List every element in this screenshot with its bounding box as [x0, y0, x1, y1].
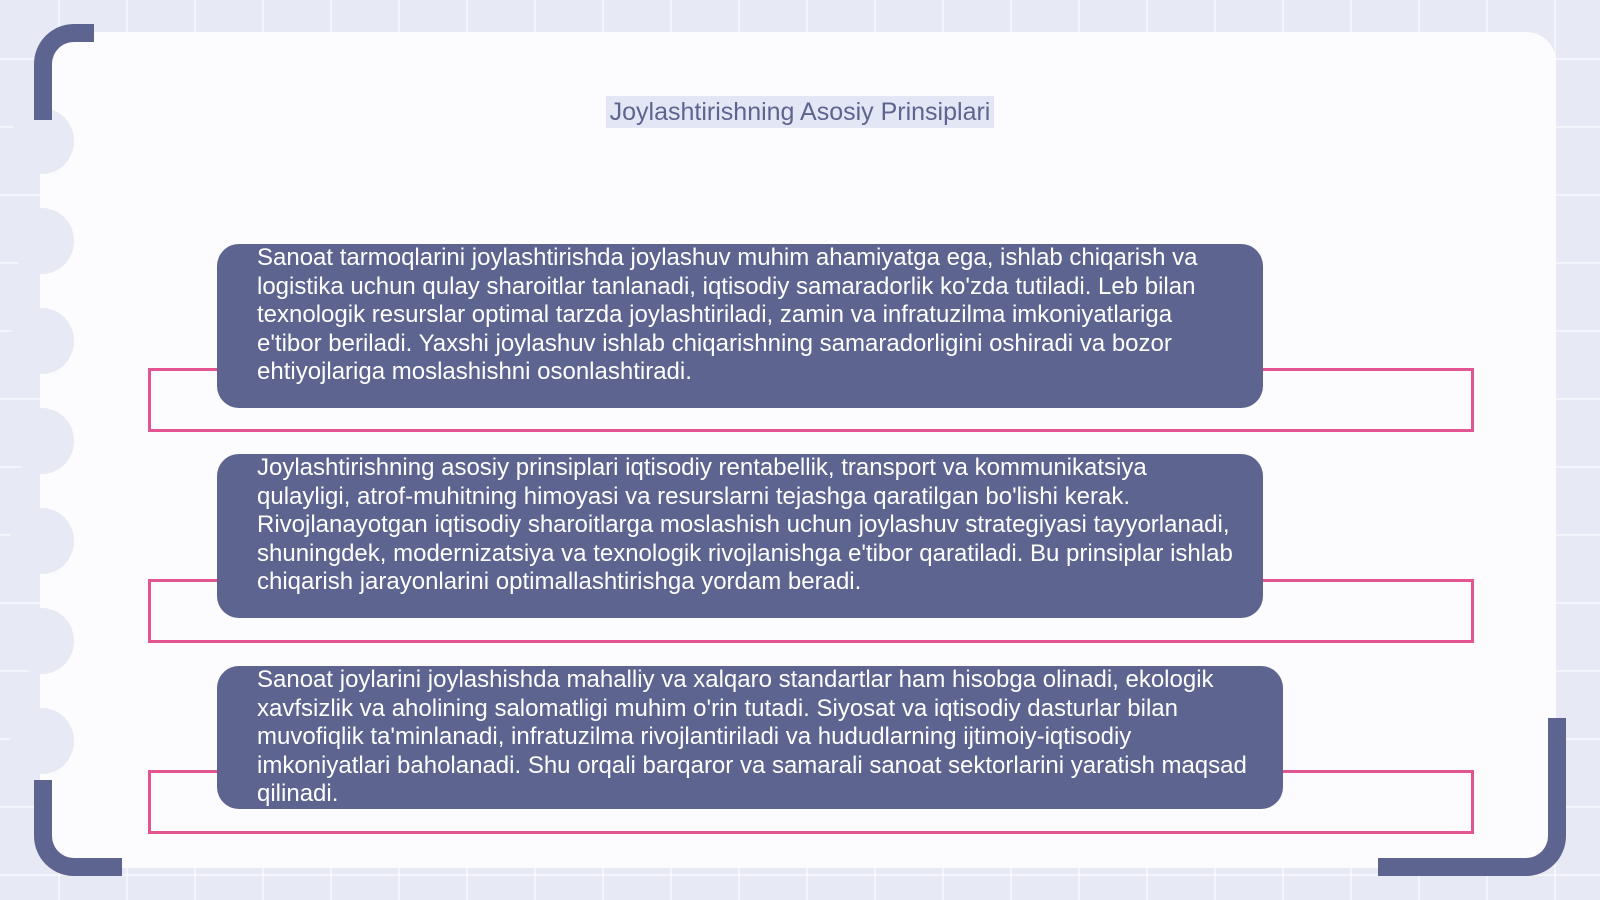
- paragraph-1: Sanoat tarmoqlarini joylashtirishda joylashuv muhim ahamiyatga ega, ishlab chiqarish va logistika uchun qulay sharoitlar tanlanadi, iqtisodiy samaradorlik ko'zda tutiladi. Leb bilan texnologik resurslar optimal tarzda joylashtiriladi, zamin va infratuzilma imkoniyatlariga e'tibor beriladi. Yaxshi joylashuv ishlab chiqarishning samaradorligini oshiradi va bozor ehtiyojlariga moslashishni osonlashtiradi.: [257, 244, 1198, 386]
- paragraph-3: Sanoat joylarini joylashishda mahalliy va xalqaro standartlar ham hisobga olinadi, ekologik xavfsizlik va aholining salomatligi muhim o'rin tutadi. Siyosat va iqtisodiy dasturlar bilan muvofiqlik ta'minlanadi, infratuzilma rivojlantiriladi va hududlarning ijtimoiy-iqtisodiy imkoniyatlari baholanadi. Shu orqali barqaror va samarali sanoat sektorlarini yaratish maqsad qilinadi.: [257, 666, 1247, 808]
- text-box-1: [217, 244, 1263, 408]
- slide-title: [0, 94, 1600, 130]
- notebook-hole: [10, 308, 74, 374]
- notebook-hole: [10, 608, 74, 674]
- text-box-3: [217, 666, 1283, 809]
- corner-bracket-bottom-left: [34, 780, 122, 876]
- text-box-2: [217, 454, 1263, 618]
- paragraph-2: Joylashtirishning asosiy prinsiplari iqtisodiy rentabellik, transport va kommunikatsiya qulayligi, atrof-muhitning himoyasi va resurslarni tejashga qaratilgan bo'lishi kerak. Rivojlanayotgan iqtisodiy sharoitlarga moslashish uchun joylashuv strategiyasi tayyorlanadi, shuningdek, modernizatsiya va texnologik rivojlanishga e'tibor qaratiladi. Bu prinsiplar ishlab chiqarish jarayonlarini optimallashtirishga yordam beradi.: [257, 454, 1233, 596]
- notebook-hole: [10, 208, 74, 274]
- notebook-hole: [10, 708, 74, 774]
- notebook-hole: [10, 408, 74, 474]
- slide-title-text: Joylashtirishning Asosiy Prinsiplari: [606, 96, 995, 128]
- notebook-hole: [10, 508, 74, 574]
